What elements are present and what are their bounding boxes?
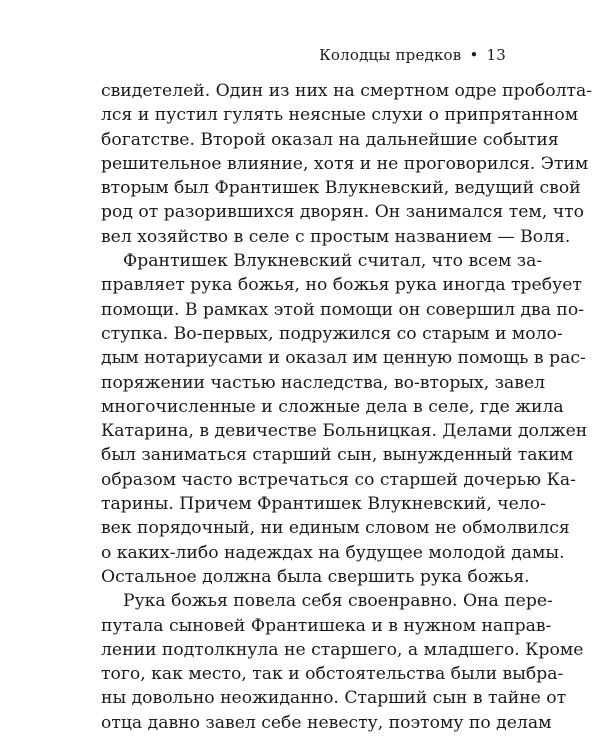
text-line: богатстве. Второй оказал на дальнейшие события [101, 129, 559, 150]
text-line: Остальное должна была свершить рука божья. [101, 566, 530, 587]
text-line: Франтишек Влукневский считал, что всем за- [123, 251, 543, 272]
text-line: отца давно завел себе невесту, поэтому по делам [101, 712, 552, 733]
text-line: путала сыновей Франтишека и в нужном направ- [101, 615, 552, 636]
text-line: Рука божья повела себя своенравно. Она пере- [123, 591, 553, 612]
text-line: многочисленные и сложные дела в селе, где жила [101, 396, 564, 417]
text-line: ступка. Во-первых, подружился со старым и моло- [101, 323, 563, 344]
text-line: Катарина, в девичестве Больницкая. Делами должен [101, 421, 588, 442]
text-line: образом часто встречаться со старшей дочерью Ка- [101, 469, 576, 490]
text-line: тарины. Причем Франтишек Влукневский, чело- [101, 494, 546, 515]
text-line: дым нотариусами и оказал им ценную помощь в рас- [101, 348, 586, 369]
paragraph-1 [101, 79, 593, 249]
chapter-title: Колодцы предков [319, 46, 462, 64]
text-line: вел хозяйство в селе с простым названием — Воля. [101, 226, 571, 247]
text-line: был заниматься старший сын, вынужденный таким [101, 445, 574, 466]
paragraph-2 [101, 249, 588, 589]
paragraph-3 [101, 589, 584, 735]
text-line: помощи. В рамках этой помощи он совершил два по- [101, 299, 585, 320]
text-line: род от разорившихся дворян. Он занимался тем, что [101, 202, 584, 223]
body-text [101, 79, 593, 735]
text-line: век порядочный, ни единым словом не обмолвился [101, 518, 570, 539]
text-line: решительное влияние, хотя и не проговорился. Этим [101, 153, 589, 174]
text-line: лении подтолкнула не старшего, а младшего. Кроме [101, 639, 584, 660]
text-line: свидетелей. Один из них на смертном одре проболта- [101, 81, 593, 101]
header-separator: • [469, 46, 479, 64]
text-line: лся и пустил гулять неясные слухи о припрятанном [101, 105, 579, 126]
running-header [319, 46, 506, 64]
text-line: того, как место, так и обстоятельства были выбра- [101, 664, 564, 685]
text-line: ны довольно неожиданно. Старший сын в тайне от [101, 688, 567, 709]
text-line: вторым был Франтишек Влукневский, ведущий свой [101, 178, 581, 199]
text-line: поряжении частью наследства, во-вторых, завел [101, 372, 546, 393]
page-number: 13 [486, 46, 506, 64]
text-line: о каких-либо надеждах на будущее молодой дамы. [101, 542, 565, 563]
text-line: правляет рука божья, но божья рука иногда требует [101, 275, 582, 296]
